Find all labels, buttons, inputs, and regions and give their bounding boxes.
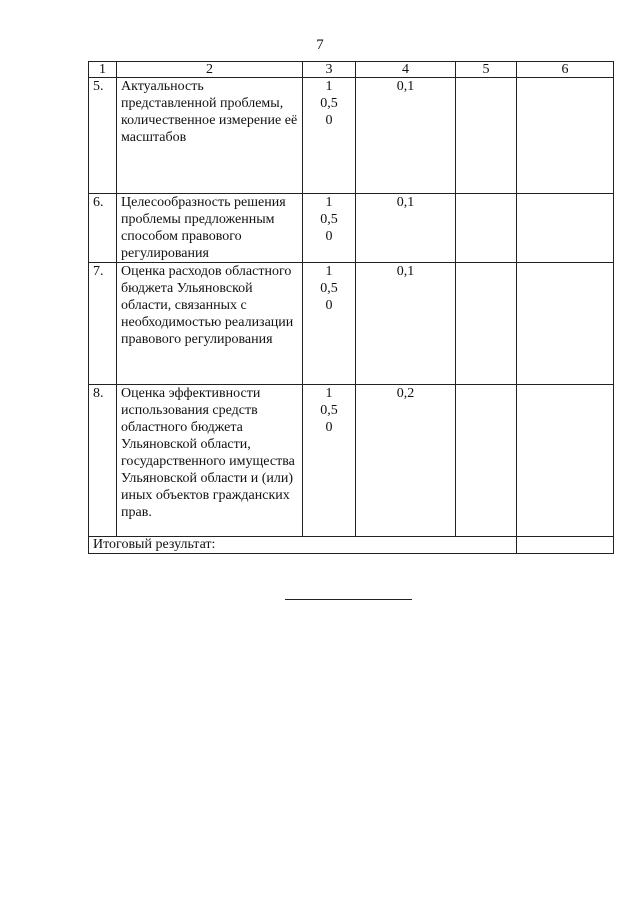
score-options [303,194,356,263]
header-cell: 4 [356,62,456,78]
score-value: 1 [325,386,333,401]
score-value: 1 [325,195,333,210]
row-number: 5. [89,78,117,194]
score-value: 0 [325,229,333,244]
score-value: 0,5 [320,96,338,111]
column-6-cell [517,78,614,194]
table-row [89,78,614,194]
score-value: 1 [325,264,333,279]
column-5-cell [456,263,517,385]
score-options [303,78,356,194]
score-value: 0 [325,420,333,435]
header-cell: 1 [89,62,117,78]
total-label: Итоговый результат: [89,537,517,554]
column-5-cell [456,385,517,537]
weight-value: 0,1 [356,78,456,194]
criterion-text: Целесообразность решения проблемы предложенным способом правового регулирования [117,194,303,263]
weight-value: 0,1 [356,194,456,263]
header-cell: 5 [456,62,517,78]
row-number: 8. [89,385,117,537]
criterion-text: Оценка расходов областного бюджета Ульяновской области, связанных с необходимостью реализации правового регулирования [117,263,303,385]
total-row [89,537,614,554]
criteria-table [88,61,614,554]
row-number: 6. [89,194,117,263]
table-header-row [89,62,614,78]
weight-value: 0,2 [356,385,456,537]
score-value: 0,5 [320,281,338,296]
score-value: 1 [325,79,333,94]
weight-value: 0,1 [356,263,456,385]
column-6-cell [517,263,614,385]
column-5-cell [456,194,517,263]
criterion-text: Оценка эффективности использования средств областного бюджета Ульяновской области, государственного имущества Ульяновской области и (или) иных объектов гражданских прав. [117,385,303,537]
criterion-text: Актуальность представленной проблемы, количественное измерение её масштабов [117,78,303,194]
total-value [517,537,614,554]
table-row [89,194,614,263]
row-number: 7. [89,263,117,385]
score-value: 0,5 [320,403,338,418]
table-row [89,385,614,537]
score-value: 0,5 [320,212,338,227]
table-row [89,263,614,385]
column-5-cell [456,78,517,194]
header-cell: 6 [517,62,614,78]
column-6-cell [517,194,614,263]
score-value: 0 [325,113,333,128]
closing-rule [285,599,412,600]
header-cell: 3 [303,62,356,78]
page-number: 7 [316,37,324,53]
score-options [303,385,356,537]
header-cell: 2 [117,62,303,78]
column-6-cell [517,385,614,537]
score-value: 0 [325,298,333,313]
score-options [303,263,356,385]
